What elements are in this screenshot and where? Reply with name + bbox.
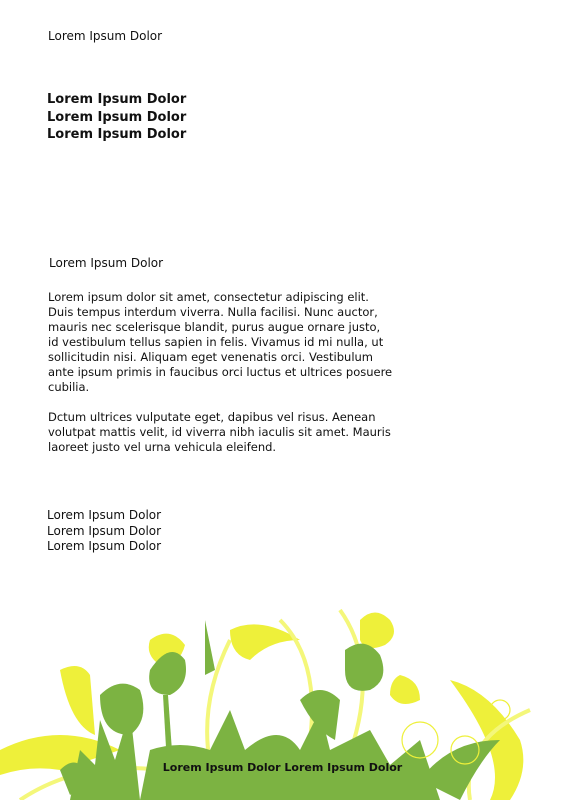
recipient-line: Lorem Ipsum Dolor — [47, 127, 187, 142]
body-paragraph: Lorem ipsum dolor sit amet, consectetur adipiscing elit. Duis tempus interdum viverra. Nulla facilisi. Nunc auctor, mauris nec scelerisque blandit, purus augue ornare justo, id vestibulum tellus sapien in felis. Vivamus id mi nulla, ut sollicitudin nisi. Aliquam eget venenatis orci. Vestibulum ante ipsum primis in faucibus orci luctus et ultrices posuere cubilia. — [48, 290, 393, 394]
letter-body — [48, 290, 393, 470]
recipient-address — [47, 91, 186, 144]
closing-line: Lorem Ipsum Dolor — [47, 539, 162, 553]
sender-name: Lorem Ipsum Dolor — [48, 29, 163, 43]
footer-tagline: Lorem Ipsum Dolor Lorem Ipsum Dolor — [162, 761, 403, 774]
recipient-line: Lorem Ipsum Dolor — [47, 109, 187, 125]
closing-line: Lorem Ipsum Dolor — [47, 523, 162, 538]
recipient-line: Lorem Ipsum Dolor — [47, 92, 187, 107]
closing-line: Lorem Ipsum Dolor — [47, 508, 162, 522]
body-paragraph: Dctum ultrices vulputate eget, dapibus vel risus. Aenean volutpat mattis velit, id viverra nibh iaculis sit amet. Mauris laoreet justo vel urna vehicula eleifend. — [48, 410, 391, 454]
salutation: Lorem Ipsum Dolor — [49, 256, 164, 270]
closing-block — [47, 508, 161, 555]
